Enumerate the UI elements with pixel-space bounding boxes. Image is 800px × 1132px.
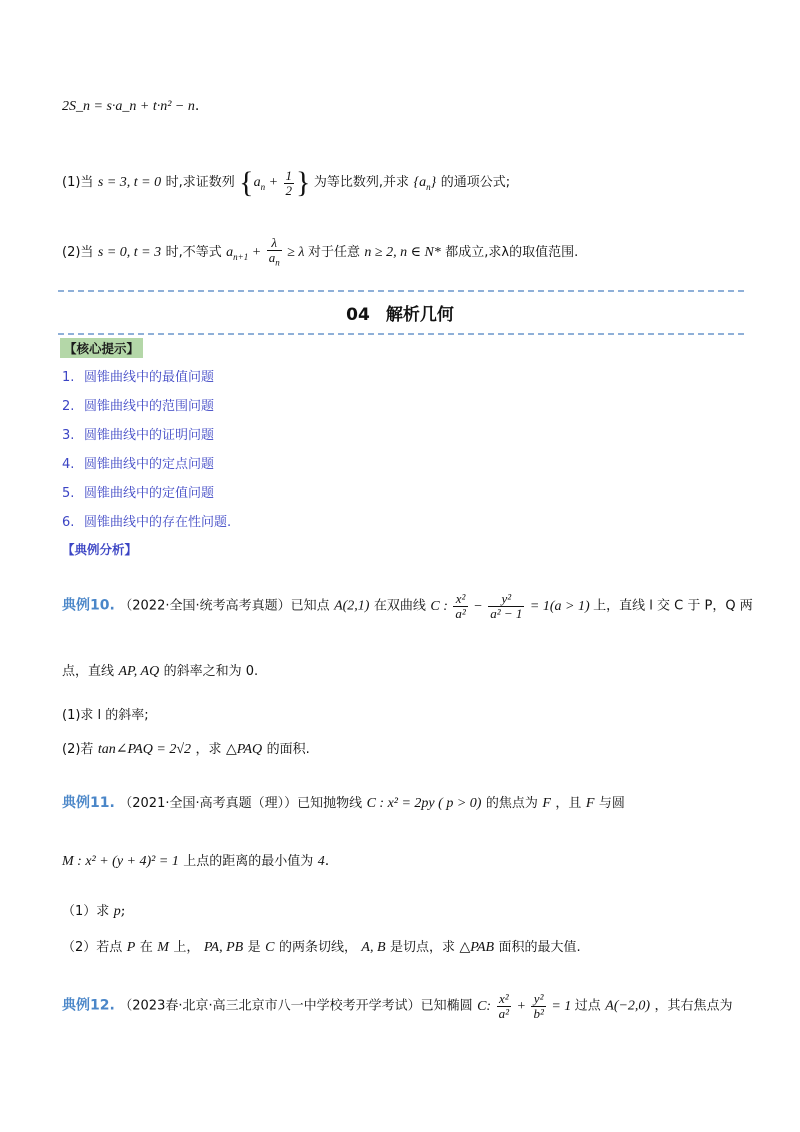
hint-text: 圆锥曲线中的证明问题 xyxy=(84,428,215,443)
example-10-line-1: 典例10. （2022·全国·统考高考真题）已知点 A(2,1) 在双曲线 C : $\frac{\text{x²}}{\text{a²}}$ − $\frac{\text{y²}}{\text{a² − 1}}$ = 1(a > 1) 上，直线 l 交 C 于 P，Q 两 xyxy=(62,591,753,621)
core-hint-tag: 【核心提示】 xyxy=(60,338,143,358)
hint-number: 2. xyxy=(62,399,75,414)
example-11-line-2: M : x² + (y + 4)² = 1 上点的距离的最小值为 4. xyxy=(62,853,330,869)
hint-item xyxy=(62,453,214,472)
example-analysis-tag: 【典例分析】 xyxy=(62,542,138,557)
hint-number: 1. xyxy=(62,370,75,385)
ellipse-equation: C: $\frac{\text{x²}}{\text{a²}}$ + $\frac{\text{y²}}{\text{b²}}$ = 1 xyxy=(477,991,575,1021)
hint-number: 6. xyxy=(62,515,75,530)
hint-item xyxy=(62,511,231,530)
hint-text: 圆锥曲线中的存在性问题. xyxy=(84,515,232,530)
example-10-q1: (1)求 l 的斜率; xyxy=(62,708,149,723)
hint-text: 圆锥曲线中的范围问题 xyxy=(84,399,215,414)
example-11-q2: （2）若点 P 在 M 上， PA, PB 是 C 的两条切线， A, B 是切点，求 △PAB 面积的最大值. xyxy=(62,940,581,955)
question-2: (2)当 s = 0, t = 3 时,不等式 $a_{n+1}$ + $\frac{\lambda}{a_n}$ ≥ λ 对于任意 n ≥ 2, n ∈ N* 都成立,求λ的取值范围. xyxy=(62,235,579,268)
example-10-line-2: 点，直线 AP, AQ 的斜率之和为 0. xyxy=(62,664,259,679)
hint-text: 圆锥曲线中的定点问题 xyxy=(84,457,215,472)
hint-item xyxy=(62,366,214,385)
hint-item xyxy=(62,482,214,501)
hint-item xyxy=(62,424,214,443)
hint-number: 4. xyxy=(62,457,75,472)
example-11-label: 典例11. xyxy=(62,795,115,811)
hint-text: 圆锥曲线中的定值问题 xyxy=(84,486,215,501)
hint-number: 3. xyxy=(62,428,75,443)
relation-formula: 2S_n = s·a_n + t·n² − n xyxy=(62,99,195,114)
sequence-relation: 2S_n = s·a_n + t·n² − n. xyxy=(62,98,200,114)
example-10-label: 典例10. xyxy=(62,597,115,614)
section-title: 04 解析几何 xyxy=(346,305,454,325)
sequence-expression: {$a_n$ + $\frac{1}{2}$ } xyxy=(239,166,311,199)
example-12-label: 典例12. xyxy=(62,997,115,1014)
question-1: (1)当 s = 3, t = 0 时,求证数列 {$a_n$ + $\frac{1}{2}$ } 为等比数列,并求 $\{a_n\}$ 的通项公式; xyxy=(62,166,511,199)
section-divider-top xyxy=(58,290,744,292)
example-11-line-1: 典例11. （2021·全国·高考真题（理））已知抛物线 C : x² = 2py ( p > 0) 的焦点为 F ，且 F 与圆 xyxy=(62,795,625,811)
inequality: $a_{n+1}$ + $\frac{\lambda}{a_n}$ ≥ λ xyxy=(226,235,308,268)
hint-text: 圆锥曲线中的最值问题 xyxy=(84,370,215,385)
example-12-line-1: 典例12. （2023春·北京·高三北京市八一中学校考开学考试）已知椭圆 C: $\frac{\text{x²}}{\text{a²}}$ + $\frac{\text{y²}}{\text{b²}}$ = 1 过点 A(−2,0) ，其右焦点为 xyxy=(62,991,733,1021)
hint-number: 5. xyxy=(62,486,75,501)
hint-item xyxy=(62,395,214,414)
example-10-q2: (2)若 tan∠PAQ = 2√2 ，求 △PAQ 的面积. xyxy=(62,742,310,757)
example-11-q1: （1）求 p; xyxy=(62,903,126,919)
hyperbola-equation: C : $\frac{\text{x²}}{\text{a²}}$ − $\frac{\text{y²}}{\text{a² − 1}}$ = 1(a > 1) xyxy=(430,591,594,621)
section-divider-bottom xyxy=(58,333,744,335)
